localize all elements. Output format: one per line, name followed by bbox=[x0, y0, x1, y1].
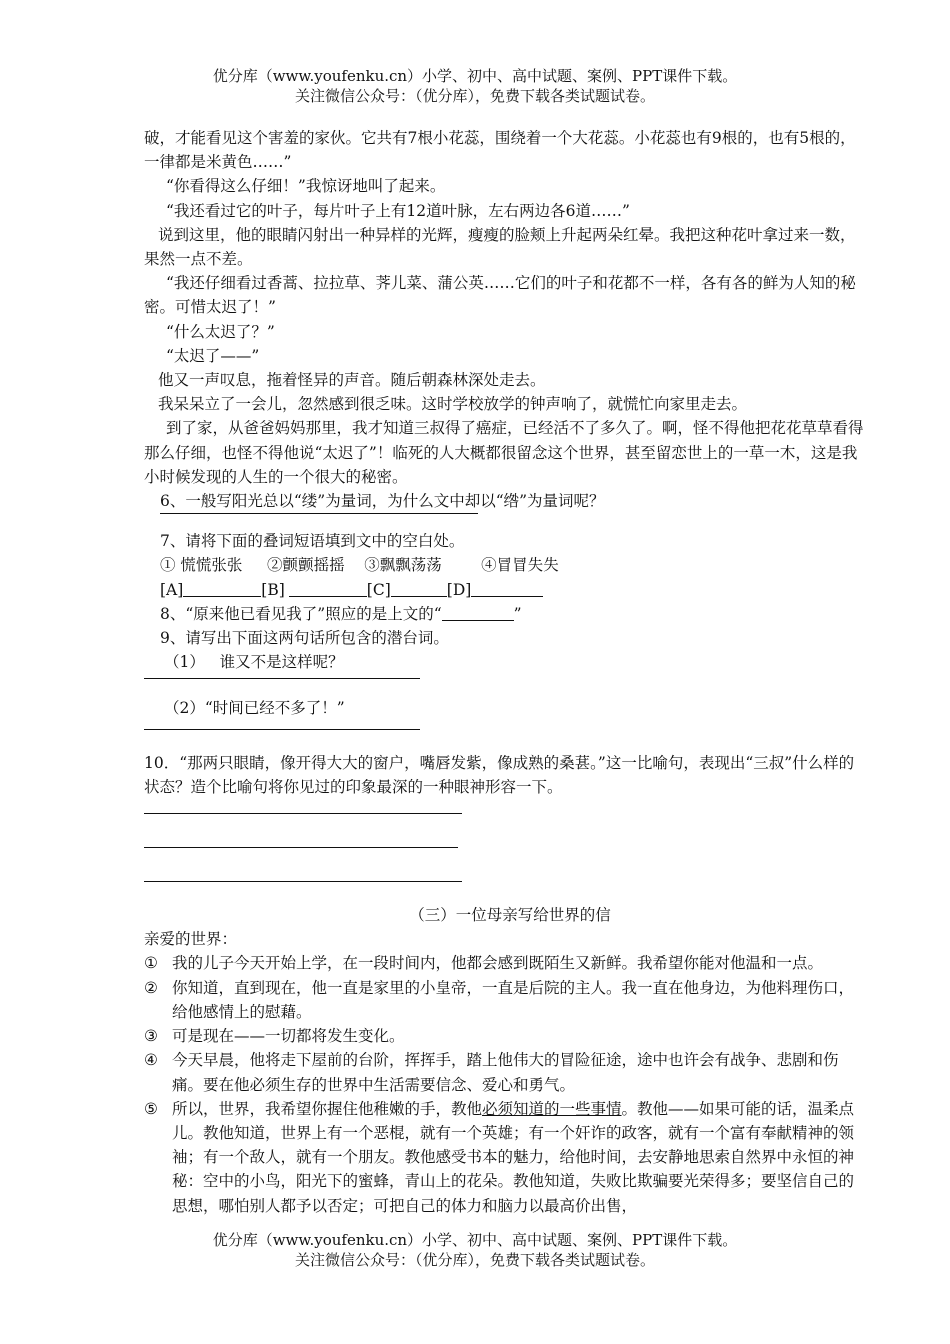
paragraph-number: ① bbox=[144, 954, 158, 973]
question-9-text: 9、请写出下面这两句话所包含的潜台词。 bbox=[160, 629, 449, 648]
answer-line-q10-1[interactable] bbox=[144, 813, 462, 814]
blank-b[interactable] bbox=[289, 581, 367, 597]
header-line-1: 优分库（www.youfenku.cn）小学、初中、高中试题、案例、PPT课件下载。 bbox=[212, 67, 738, 85]
letter-paragraph bbox=[144, 1097, 866, 1218]
question-9-sub-2: （2）“时间已经不多了！” bbox=[164, 699, 345, 718]
answer-line-q9-2[interactable] bbox=[144, 729, 420, 730]
question-7-text: 7、请将下面的叠词短语填到文中的空白处。 bbox=[160, 532, 465, 551]
question-6-text: 6、一般写阳光总以“缕”为量词，为什么文中却以“绺”为量词呢？ bbox=[160, 492, 605, 511]
answer-line-q9-1[interactable] bbox=[144, 678, 420, 679]
question-10: 10．“那两只眼睛，像开得大大的窗户，嘴唇发紫，像成熟的桑葚。”这一比喻句，表现出“三叔”什么样的状态？造个比喻句将你见过的印象最深的一种眼神形容一下。 bbox=[144, 753, 855, 796]
question-7-blanks: [A] [B] [C] [D] bbox=[160, 578, 866, 602]
question-7-options: ① 慌慌张张 ②颤颤摇摇 ③飘飘荡荡 ④冒冒失失 bbox=[160, 556, 559, 575]
paragraph-number: ④ bbox=[144, 1051, 158, 1070]
header-line-2: 关注微信公众号：（优分库），免费下载各类试题试卷。 bbox=[294, 87, 655, 105]
blank-d[interactable] bbox=[471, 581, 543, 597]
paragraph-number: ⑤ bbox=[144, 1099, 158, 1118]
story-paragraph: “我还仔细看过香蒿、拉拉草、荠儿菜、蒲公英……它们的叶子和花都不一样，各有各的鲜为人知的秘密。可惜太迟了！” bbox=[144, 274, 856, 317]
story-paragraph: “你看得这么仔细！”我惊讶地叫了起来。 bbox=[166, 177, 446, 196]
question-8: 8、“原来他已看见我了”照应的是上文的“ ” bbox=[160, 604, 522, 623]
story-paragraph: “什么太迟了？” bbox=[166, 322, 275, 341]
footer-line-1: 优分库（www.youfenku.cn）小学、初中、高中试题、案例、PPT课件下载。 bbox=[212, 1231, 738, 1249]
letter-paragraph bbox=[144, 951, 866, 975]
story-paragraph: “我还看过它的叶子，每片叶子上有12道叶脉，左右两边各6道……” bbox=[166, 201, 630, 220]
page-content bbox=[144, 126, 866, 1218]
paragraph-text: 你知道，直到现在，他一直是家里的小皇帝，一直是后院的主人。我一直在他身边，为他料理伤口，给他感情上的慰藉。 bbox=[172, 978, 855, 1021]
paragraph-number: ③ bbox=[144, 1027, 158, 1046]
letter-paragraph bbox=[144, 1048, 866, 1096]
paragraph-text: 我的儿子今天开始上学，在一段时间内，他都会感到既陌生又新鲜。我希望你能对他温和一点。 bbox=[172, 954, 824, 973]
story-paragraph: “太迟了——” bbox=[166, 346, 260, 365]
paragraph-text: 今天早晨，他将走下屋前的台阶，挥挥手，踏上他伟大的冒险征途，途中也许会有战争、悲剧和伤痛。要在他必须生存的世界中生活需要信念、爱心和勇气。 bbox=[172, 1051, 839, 1094]
page-header bbox=[0, 66, 950, 106]
underlined-phrase: 必须知道的一些事情 bbox=[482, 1099, 622, 1118]
blank-c[interactable] bbox=[391, 581, 447, 597]
story-paragraph: 他又一声叹息，拖着怪异的声音。随后朝森林深处走去。 bbox=[158, 371, 546, 390]
answer-line-q10-3[interactable] bbox=[144, 881, 462, 882]
question-7 bbox=[144, 529, 866, 602]
story-paragraph: 破，才能看见这个害羞的家伙。它共有7根小花蕊，围绕着一个大花蕊。小花蕊也有9根的，也有5根的，一律都是米黄色……” bbox=[144, 129, 856, 172]
letter-paragraph bbox=[144, 976, 866, 1024]
story-paragraph: 我呆呆立了一会儿，忽然感到很乏味。这时学校放学的钟声响了，就慌忙向家里走去。 bbox=[158, 395, 748, 414]
answer-line-q6[interactable] bbox=[160, 513, 478, 514]
paragraph-text: 可是现在——一切都将发生变化。 bbox=[172, 1027, 405, 1046]
paragraph-text: 所以，世界，我希望你握住他稚嫩的手，教他必须知道的一些事情。教他——如果可能的话，温柔点儿。教他知道，世界上有一个恶棍，就有一个英雄；有一个奸诈的政客，就有一个富有奉献精神的领袖；有一个敌人，就有一个朋友。教他感受书本的魅力，给他时间，去安静地思索自然界中永恒的神秘：空中的小鸟，阳光下的蜜蜂，青山上的花朵。教他知道，失败比欺骗要光荣得多；要坚信自己的思想，哪怕别人都予以否定；可把自己的体力和脑力以最高价出售， bbox=[172, 1099, 855, 1215]
section-3-title: （三）一位母亲写给世界的信 bbox=[409, 906, 611, 925]
blank-a[interactable] bbox=[183, 581, 261, 597]
story-paragraph: 说到这里，他的眼睛闪射出一种异样的光辉，瘦瘦的脸颊上升起两朵红晕。我把这种花叶拿过来一数，果然一点不差。 bbox=[144, 225, 856, 269]
page-footer bbox=[0, 1230, 950, 1270]
question-9-sub-1: （1） 谁又不是这样呢？ bbox=[164, 653, 344, 672]
answer-line-q10-2[interactable] bbox=[144, 847, 458, 848]
footer-line-2: 关注微信公众号：（优分库），免费下载各类试题试卷。 bbox=[294, 1251, 655, 1269]
question-6 bbox=[144, 489, 866, 529]
paragraph-number: ② bbox=[144, 978, 158, 997]
question-9 bbox=[144, 626, 866, 674]
letter-greeting: 亲爱的世界： bbox=[144, 930, 238, 949]
story-paragraph: 到了家，从爸爸妈妈那里，我才知道三叔得了癌症，已经活不了多久了。啊，怪不得他把花花草草看得那么仔细，也怪不得他说“太迟了”！临死的人大概都很留念这个世界，甚至留恋世上的一草一木，这是我小时候发现的人生的一个很大的秘密。 bbox=[144, 419, 864, 486]
letter-paragraph bbox=[144, 1024, 866, 1048]
blank-q8[interactable] bbox=[442, 605, 514, 621]
